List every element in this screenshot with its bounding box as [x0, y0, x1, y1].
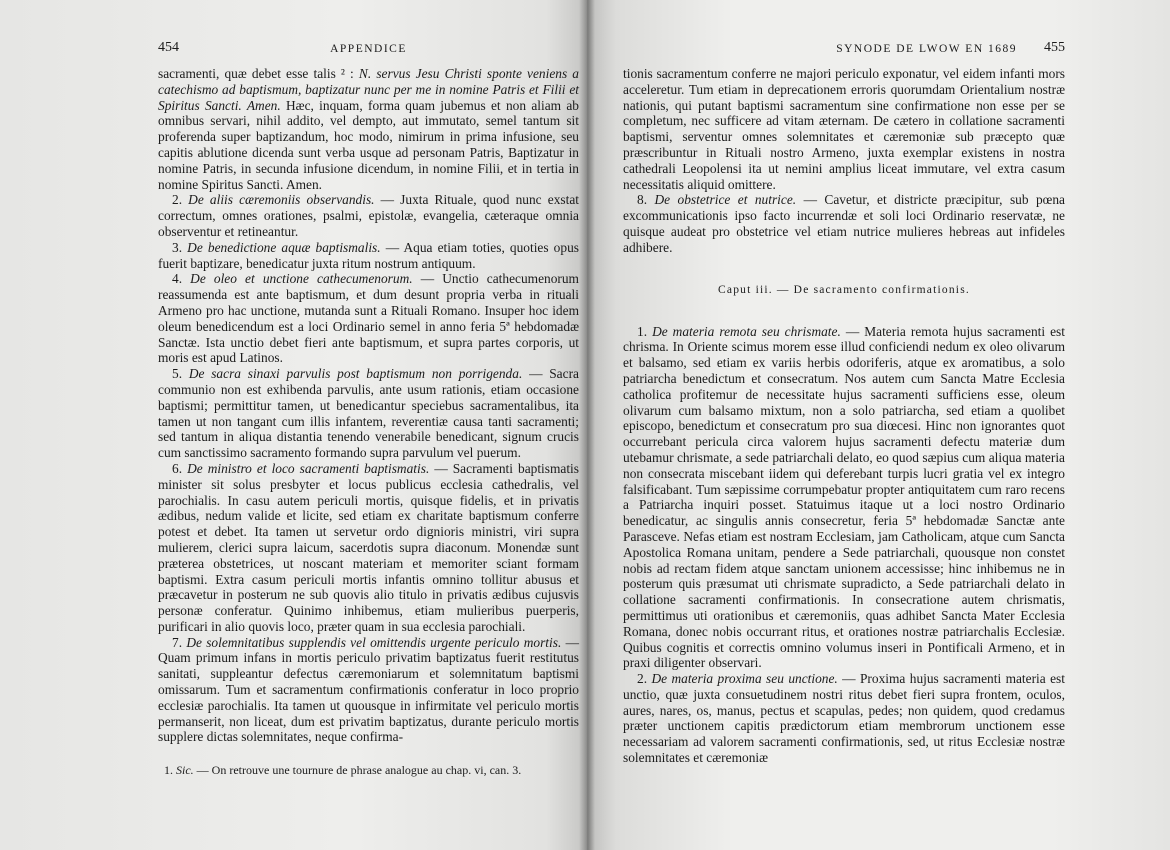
confirmation-canon-1 [623, 324, 1065, 672]
canon-title: De sacra sinaxi parvulis post baptismum non porrigenda. [188, 366, 523, 382]
canon-number: 6. [172, 460, 183, 476]
canon-body: — Quam primum infans in mortis periculo privatim baptizatus fuerit restitutus sanitati, suppleantur defectus cæremoniarum et solemnitatum baptismi omissarum. Tum et sacramentum confirmationis conferatur in loco proprio ecclesiæ parochialis. Ita tamen ut quousque in infirmitate vel periculo mortis permanserit, non liceat, dum est privatim baptizatus, durante periculo mortis supplere dictas solemnitates, neque confirma- [158, 634, 579, 745]
book-gutter [579, 0, 595, 850]
canon-body: — Aqua etiam toties, quoties opus fuerit baptizare, benedicatur juxta ritum nostrum antiquum. [158, 239, 579, 271]
canon-body: — Sacramenti baptismatis minister sit solus presbyter et locus publicus ecclesia cathedralis, vel parochialis. In casu autem periculi mortis, quisque fidelis, et in privatis ædibus, nedum valide et licite, sed etiam ex charitate baptismum conferre potest et debet. Ita tamen ut servetur ordo digniorіs ministri, viri supra mulierem, clerici supra laicum, sacerdotis supra diaconum. Monendæ sunt præterea obstetrices, ut noscant materiam et memoriter sciant formam baptismi. Extra casum periculi mortis infantis omnino tollitur abusus et præcavetur in posterum ne sub quovis alio titulo in privatis ædibus cujusvis personæ conferatur. Quinimo inhibemus, etiam mulieribus puerperis, purificari in alio quovis loco, præter quam in sua ecclesia parochiali. [158, 460, 579, 634]
paragraph [158, 66, 579, 192]
canon-title: De obstetrice et nutrice. [654, 192, 797, 208]
canon-number: 8. [637, 192, 648, 208]
footnote-sic: Sic. [176, 763, 194, 778]
left-page-body [158, 66, 579, 777]
page-number: 454 [158, 40, 179, 55]
canon-5 [158, 366, 579, 461]
canon-title: De oleo et unctione cathecumenorum. [190, 271, 413, 287]
baptism-formula: N. servus Jesu Christi sponte veniens a catechismo ad baptismum, baptizatur nunc per me in nomine Patris et Filii et Spiritus Sancti. Amen. [158, 66, 579, 113]
running-title: APPENDICE [330, 43, 407, 55]
canon-2 [158, 192, 579, 239]
running-title: SYNODE DE LWOW EN 1689 [836, 43, 1017, 55]
canon-number: 4. [172, 271, 183, 287]
footnote-number: 1. [164, 763, 173, 778]
paragraph-text: sacramenti, quæ debet esse talis ² : [158, 66, 359, 81]
page-number: 455 [1044, 40, 1065, 55]
canon-body: — Proxima hujus sacramenti materia est unctio, quæ juxta consuetudinem nostri ritus debet fieri supra frontem, oculos, aures, nares, os, manus, pectus et scapulas, pedes; non quidem, quod credamus præter unctionem capitis prædictorum etiam membrorum unctionem esse necessariam ad valorem sacramenti confirmationis, sed, ut ritus Ecclesiæ nostræ solemnitates et cæremoniæ [623, 671, 1065, 766]
canon-number: 1. [637, 323, 648, 339]
paragraph-text: Hæc, inquam, forma quam jubemus et non aliam ab omnibus servari, nihil addito, vel dempto, aut immutato, semel tantum sit proferenda super baptizandum, hoc modo, nimirum in prima infusione, seu capitis ablutione dicenda sunt verba usque ad personam Patris, Baptizatur in nomine Patris, in secunda infusione dicendum, in nomine Filii, et in tertia in nomine Spiritus Sancti. Amen. [158, 97, 580, 192]
canon-body: — Unctio cathecumenorum reassumenda est ante baptismum, et dum desunt propria verba in rituali Armeno pro hac unctione, mutanda sunt a Rituali Romano. Insuper hoc idem oleum benedicendum est a loci Ordinario semel in anno feria 5ª hebdomadæ Sanctæ. Ista unctio debet fieri ante baptismum, et supra partes corporis, ut moris est apud Latinos. [158, 271, 579, 366]
canon-title: De solemnitatibus supplendis vel omittendis urgente periculo mortis. [186, 634, 562, 650]
canon-body: — Juxta Rituale, quod nunc exstat correctum, omnes orationes, psalmi, epistolæ, evangelia, cæteraque omnia observentur et retineantur. [158, 192, 579, 239]
canon-number: 5. [172, 366, 183, 382]
right-page [587, 0, 1170, 850]
canon-body: — Sacra communio non est exhibenda parvulis, ante usum rationis, etiam occasione baptismi; permittitur tamen, ut benedicantur speciebus sacramentalibus, ita tamen ut non tangant cum illis infantem, reverentiæ causa tanti sacramenti; sed tantum in aliqua distantia tenendo venerabile benedicant, signum crucis cum sanctissimo sacramento formando supra parvulum vel puerum. [158, 366, 579, 461]
canon-8 [623, 192, 1065, 255]
right-page-body [623, 66, 1065, 766]
canon-7 [158, 635, 579, 746]
canon-title: De aliis cæremoniis observandis. [188, 192, 375, 208]
footnote [158, 763, 579, 777]
canon-body: — Cavetur, et districte præcipitur, sub pœna excommunicationis ipso facto incurrendæ et soli loci Ordinario reservatæ, ne quisque audeat pro obstetrice vel etiam nutrice mulieres hebreas aut infideles adhibere. [623, 192, 1065, 255]
canon-number: 7. [172, 634, 183, 650]
chapter-heading: Caput iii. — De sacramento confirmationis. [718, 283, 970, 296]
canon-3 [158, 240, 579, 272]
paragraph: tionis sacramentum conferre ne majori periculo exponatur, vel eidem infanti mors acceleretur. Tum etiam in deprecationem erroris quorumdam Orientalium nostræ nationis, qui putant baptismi sacramentum sine confirmatione non esse per se completum, nec sufficere ad vitam æternam. De cætero in collatione sacramenti baptismi, serventur omnes solemnitates et cæremoniæ sub præcepto quæ præscribuntur in Rituali nostro Armeno, juxta exemplar existens in nostra cathedrali Leopolensi ita ut nemini amplius liceat immutare, vel extra casum necessitatis aliquid omittere. [623, 66, 1065, 192]
canon-title: De ministro et loco sacramenti baptismatis. [187, 460, 430, 476]
canon-number: 3. [172, 239, 183, 255]
left-page-header [158, 40, 579, 66]
right-page-header [623, 40, 1065, 66]
canon-6 [158, 461, 579, 635]
canon-4 [158, 271, 579, 366]
canon-body: — Materia remota hujus sacramenti est chrisma. In Oriente scimus morem esse illud conficiendi nedum ex oleo olivarum et balsamo, sed etiam ex variis herbis odoriferis, atque ex aromatibus, a solo patriarcha benedictum et consecratum. Nos autem cum Sancta Matre Ecclesia catholica profitemur de necessitate hujus sacramenti sufficiens esse, oleum olivarum cum balsamo mixtum, non a solo patriarcha, sed etiam a quolibet episcopo, benedictum et consecratum pro sua diœcesi. Hinc non ignorantes quot occurrebant pericula circa valorem hujus sacramenti defectu materiæ dum utebamur chrismate, a sede patriarchali delato, eo quod sæpius cum aliqua materia non consecrata miscebant iidem qui deferebant turpis lucri gratia vel ex integro falsificabant. Tum sæpissime corrumpebatur propter antiquitatem cum raro recens a Patriarcha inquiri posset. Statuimus itaque ut a loci nostro Ordinario benedicatur, ac singulis annis consecretur, feria 5ª hebdomadæ Sanctæ ante Parasceve. Nefas etiam est nostram Ecclesiam, jam Catholicam, atque cum Sancta Apostolica Romana unitam, pendere a Sede patriarchali, quousque non constet nobis ad rectam fidem atque sanctam unionem accessisse; hinc inhibemus ne in posterum quis præsumat uti chrismate supradicto, a Sede patriarchali delato in collatione sacramenti confirmationis. In consecratione autem chrismatis, permittimus uti orationibus et cæremoniis, quas adhibet Sancta Mater Ecclesia Romana, donec nobis occurrant ritus, et orationes nostræ patriarchalis Ecclesiæ. Quibus cognitis et correctis omnino volumus inseri in Pontificali Armeno, et in praxi diligenter observari. [623, 323, 1065, 671]
canon-title: De materia proxima seu unctione. [651, 671, 838, 687]
canon-number: 2. [637, 671, 648, 687]
canon-title: De materia remota seu chrismate. [652, 323, 841, 339]
canon-title: De benedictione aquæ baptismalis. [187, 239, 381, 255]
footnote-text: — On retrouve une tournure de phrase analogue au chap. vi, can. 3. [193, 763, 522, 778]
canon-number: 2. [172, 192, 183, 208]
confirmation-canon-2 [623, 671, 1065, 766]
